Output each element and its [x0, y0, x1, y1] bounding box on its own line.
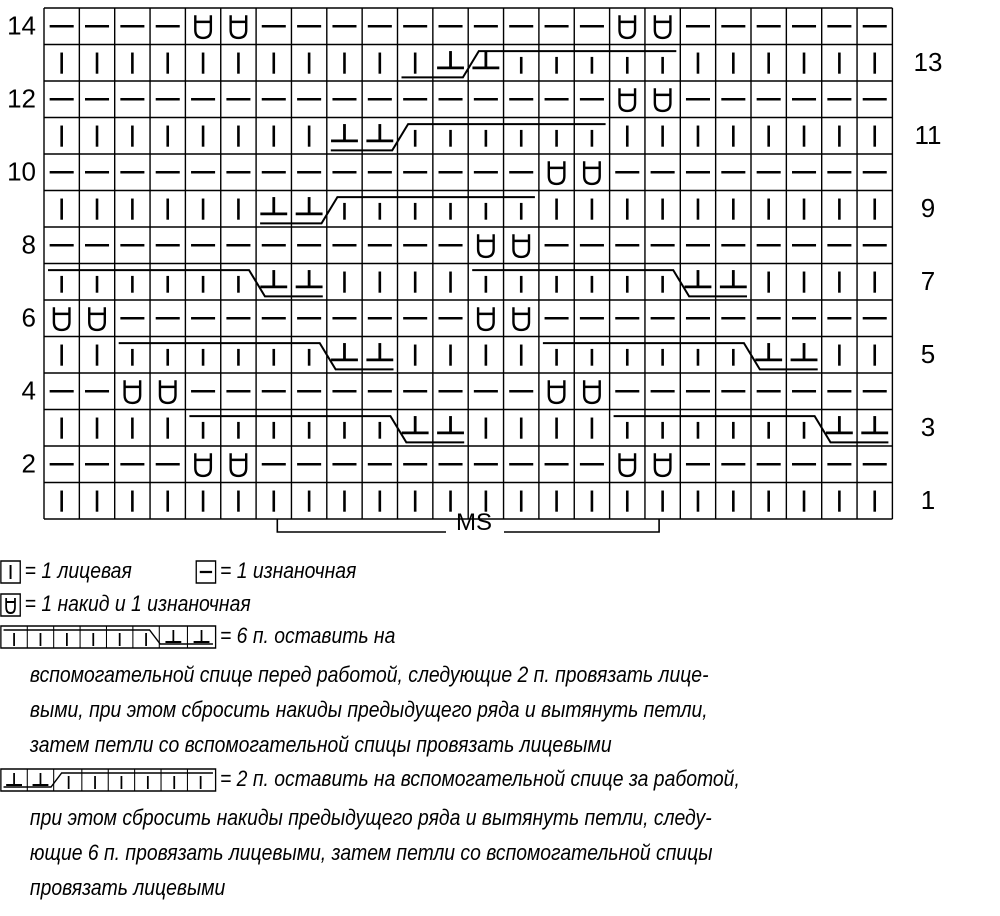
row-number-right: 3 — [920, 411, 936, 442]
legend-cable-left-line-1: при этом сбросить накиды предыдущего ряда и вытянуть петли, следу- — [29, 805, 712, 830]
legend-cable-left-head: = 2 п. оставить на вспомогательной спице за работой, — [220, 766, 740, 791]
legend-cable-left-line-3: провязать лицевыми — [29, 875, 226, 900]
row-number-right: 13 — [913, 46, 943, 77]
knit-symbol-icon — [0, 560, 21, 584]
legend-cable-right-head: = 6 п. оставить на — [220, 623, 396, 648]
left-cable-symbol-icon — [0, 768, 216, 792]
legend-cable-right-line-2: выми, при этом сбросить накиды предыдущего ряда и вытянуть петли, — [29, 697, 708, 722]
legend-yo-row — [0, 589, 251, 619]
purl-symbol-icon — [195, 560, 216, 584]
row-number-left: 6 — [21, 302, 36, 333]
row-number-left: 12 — [7, 83, 36, 114]
row-number-left: 8 — [21, 229, 36, 260]
right-cable-symbol-icon — [0, 625, 216, 649]
row-number-right: 9 — [920, 192, 936, 223]
row-number-left: 14 — [7, 10, 36, 41]
repeat-bracket-right — [504, 519, 659, 532]
repeat-bracket-left — [277, 519, 446, 532]
row-number-right: 1 — [920, 484, 936, 515]
repeat-label: MS — [456, 509, 492, 536]
legend-cable-left-row — [0, 764, 740, 794]
yarn-over-purl-icon — [0, 593, 21, 617]
row-number-left: 4 — [21, 375, 36, 406]
legend-cable-right-line-1: вспомогательной спице перед работой, следующие 2 п. провязать лице- — [29, 662, 709, 687]
row-number-right: 7 — [920, 265, 936, 296]
row-number-left: 2 — [21, 448, 36, 479]
legend-cable-right-row — [0, 621, 395, 651]
legend-cable-right-line-3: затем петли со вспомогательной спицы провязать лицевыми — [29, 732, 612, 757]
legend-purl-text: = 1 изнаночная — [220, 558, 357, 583]
row-number-right: 11 — [914, 119, 942, 150]
row-number-left: 10 — [7, 156, 36, 187]
legend-yo-text: = 1 накид и 1 изнаночная — [24, 591, 251, 616]
legend-knit-row — [0, 556, 356, 586]
legend-knit-text: = 1 лицевая — [24, 558, 132, 583]
row-number-right: 5 — [920, 338, 936, 369]
legend-cable-left-line-2: ющие 6 п. провязать лицевыми, затем петли со вспомогательной спицы — [29, 840, 713, 865]
